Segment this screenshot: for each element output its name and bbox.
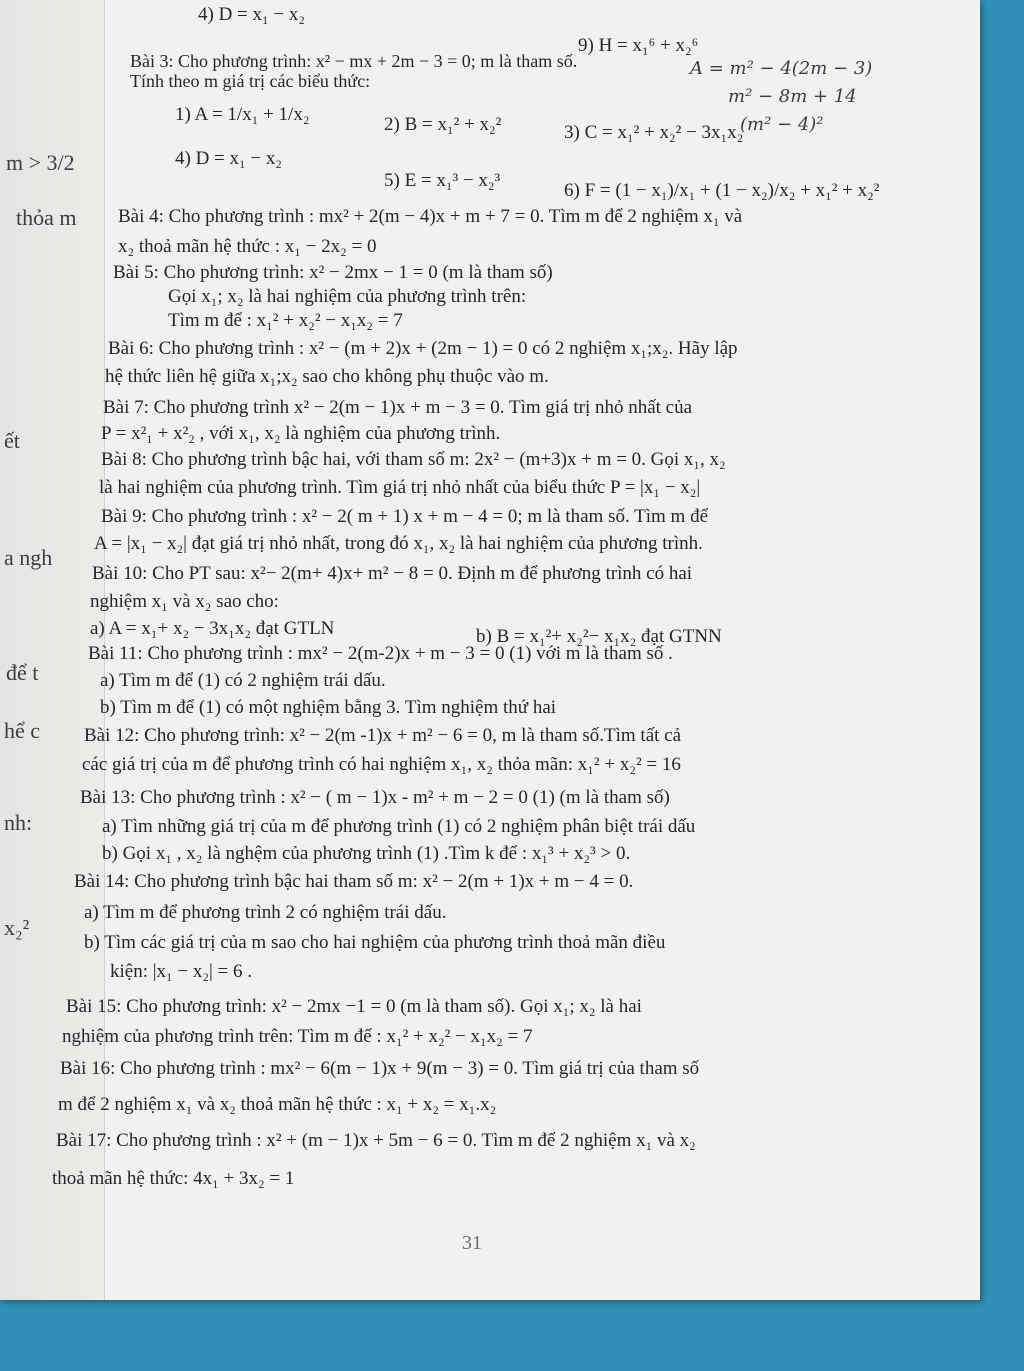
item-line: a) Tìm m để phương trình 2 có nghiệm trái dấu. <box>84 902 447 923</box>
item-line: b) Tìm các giá trị của m sao cho hai nghiệm của phương trình thoả mãn điều <box>84 932 666 953</box>
item-line: Tìm m để : x₁² + x₂² − x₁x₂ = 7 <box>168 310 403 331</box>
item-line: 4) D = x₁ − x₂ <box>198 4 305 25</box>
item-line: b) Gọi x₁ , x₂ là nghệm của phương trình (1) .Tìm k để : x₁³ + x₂³ > 0. <box>102 843 631 864</box>
item-line: Gọi x₁; x₂ là hai nghiệm của phương trình trên: <box>168 286 527 307</box>
exercise-title: Bài 12: Cho phương trình: x² − 2(m -1)x + m² − 6 = 0, m là tham số.Tìm tất cả <box>84 725 682 746</box>
handwritten-note: (m² − 4)² <box>740 114 824 135</box>
item-line: b) B = x₁²+ x₂²− x₁x₂ đạt GTNN <box>476 626 722 647</box>
item-line: 5) E = x₁³ − x₂³ <box>384 170 501 191</box>
exercise-title: Bài 7: Cho phương trình x² − 2(m − 1)x + m − 3 = 0. Tìm giá trị nhỏ nhất của <box>103 397 693 418</box>
exercise-title: Bài 4: Cho phương trình : mx² + 2(m − 4)x + m + 7 = 0. Tìm m để 2 nghiệm x₁ và <box>118 206 743 227</box>
exercise-title: Bài 5: Cho phương trình: x² − 2mx − 1 = 0 (m là tham số) <box>113 262 553 283</box>
margin-note: a ngh <box>4 545 53 570</box>
handwritten-note: m² − 8m + 14 <box>728 86 857 107</box>
exercise-title: Bài 11: Cho phương trình : mx² − 2(m-2)x + m − 3 = 0 (1) với m là tham số . <box>88 643 673 664</box>
page-number: 31 <box>462 1232 482 1254</box>
item-line: thoả mãn hệ thức: 4x₁ + 3x₂ = 1 <box>52 1168 295 1189</box>
margin-note: hể c <box>4 718 41 743</box>
item-line: 3) C = x₁² + x₂² − 3x₁x₂ <box>564 122 744 143</box>
item-line: là hai nghiệm của phương trình. Tìm giá trị nhỏ nhất của biểu thức P = |x₁ − x₂| <box>99 477 701 498</box>
item-line: hệ thức liên hệ giữa x₁;x₂ sao cho không phụ thuộc vào m. <box>105 366 549 387</box>
exercise-title: Bài 8: Cho phương trình bậc hai, với tham số m: 2x² − (m+3)x + m = 0. Gọi x₁, x₂ <box>101 449 726 470</box>
item-line: a) Tìm những giá trị của m để phương trình (1) có 2 nghiệm phân biệt trái dấu <box>102 816 696 837</box>
exercise-title: Bài 16: Cho phương trình : mx² − 6(m − 1)x + 9(m − 3) = 0. Tìm giá trị của tham số <box>60 1058 700 1079</box>
item-line: a) Tìm m để (1) có 2 nghiệm trái dấu. <box>100 670 386 691</box>
item-line: a) A = x₁+ x₂ − 3x₁x₂ đạt GTLN <box>90 618 335 639</box>
item-line: P = x²₁ + x²₂ , với x₁, x₂ là nghiệm của phương trình. <box>101 423 501 444</box>
item-line: kiện: |x₁ − x₂| = 6 . <box>110 961 253 982</box>
margin-note: m > 3/2 <box>6 150 75 175</box>
item-line: A = |x₁ − x₂| đạt giá trị nhỏ nhất, trong đó x₁, x₂ là hai nghiệm của phương trình. <box>94 533 703 554</box>
margin-note: nh: <box>4 810 33 835</box>
exercise-title: Bài 15: Cho phương trình: x² − 2mx −1 = 0 (m là tham số). Gọi x₁; x₂ là hai <box>66 996 642 1017</box>
item-line: 4) D = x₁ − x₂ <box>175 148 282 169</box>
item-line: m để 2 nghiệm x₁ và x₂ thoả mãn hệ thức : x₁ + x₂ = x₁.x₂ <box>58 1094 497 1115</box>
handwritten-note: A = m² − 4(2m − 3) <box>690 58 873 79</box>
margin-note: x₂² <box>4 915 30 940</box>
item-line: 6) F = (1 − x₁)/x₁ + (1 − x₂)/x₂ + x₁² + x₂² <box>564 180 880 201</box>
item-line: b) Tìm m để (1) có một nghiệm bằng 3. Tìm nghiệm thứ hai <box>100 697 557 718</box>
exercise-title: Bài 10: Cho PT sau: x²− 2(m+ 4)x+ m² − 8 = 0. Định m để phương trình có hai <box>92 563 693 584</box>
item-line: nghiệm x₁ và x₂ sao cho: <box>90 591 279 612</box>
exercise-title: Bài 14: Cho phương trình bậc hai tham số m: x² − 2(m + 1)x + m − 4 = 0. <box>74 871 634 892</box>
item-line: nghiệm của phương trình trên: Tìm m để : x₁² + x₂² − x₁x₂ = 7 <box>62 1026 533 1047</box>
exercise-title: Bài 13: Cho phương trình : x² − ( m − 1)x - m² + m − 2 = 0 (1) (m là tham số) <box>80 787 670 808</box>
item-line: Tính theo m giá trị các biểu thức: <box>130 71 371 91</box>
item-line: 1) A = 1/x₁ + 1/x₂ <box>175 104 310 125</box>
exercise-title: Bài 17: Cho phương trình : x² + (m − 1)x + 5m − 6 = 0. Tìm m để 2 nghiệm x₁ và x₂ <box>56 1130 696 1151</box>
item-line: x₂ thoả mãn hệ thức : x₁ − 2x₂ = 0 <box>118 236 377 257</box>
margin-note: ết <box>4 428 20 453</box>
margin-note: để t <box>6 660 39 685</box>
exercise-title: Bài 3: Cho phương trình: x² − mx + 2m − 3 = 0; m là tham số. <box>130 51 578 71</box>
margin-note: thỏa m <box>16 205 77 230</box>
item-line: 9) H = x₁⁶ + x₂⁶ <box>578 35 699 56</box>
item-line: các giá trị của m để phương trình có hai nghiệm x₁, x₂ thỏa mãn: x₁² + x₂² = 16 <box>82 754 681 775</box>
exercise-title: Bài 6: Cho phương trình : x² − (m + 2)x + (2m − 1) = 0 có 2 nghiệm x₁;x₂. Hãy lập <box>108 338 738 359</box>
exercise-title: Bài 9: Cho phương trình : x² − 2( m + 1) x + m − 4 = 0; m là tham số. Tìm m để <box>101 506 709 527</box>
item-line: 2) B = x₁² + x₂² <box>384 114 502 135</box>
